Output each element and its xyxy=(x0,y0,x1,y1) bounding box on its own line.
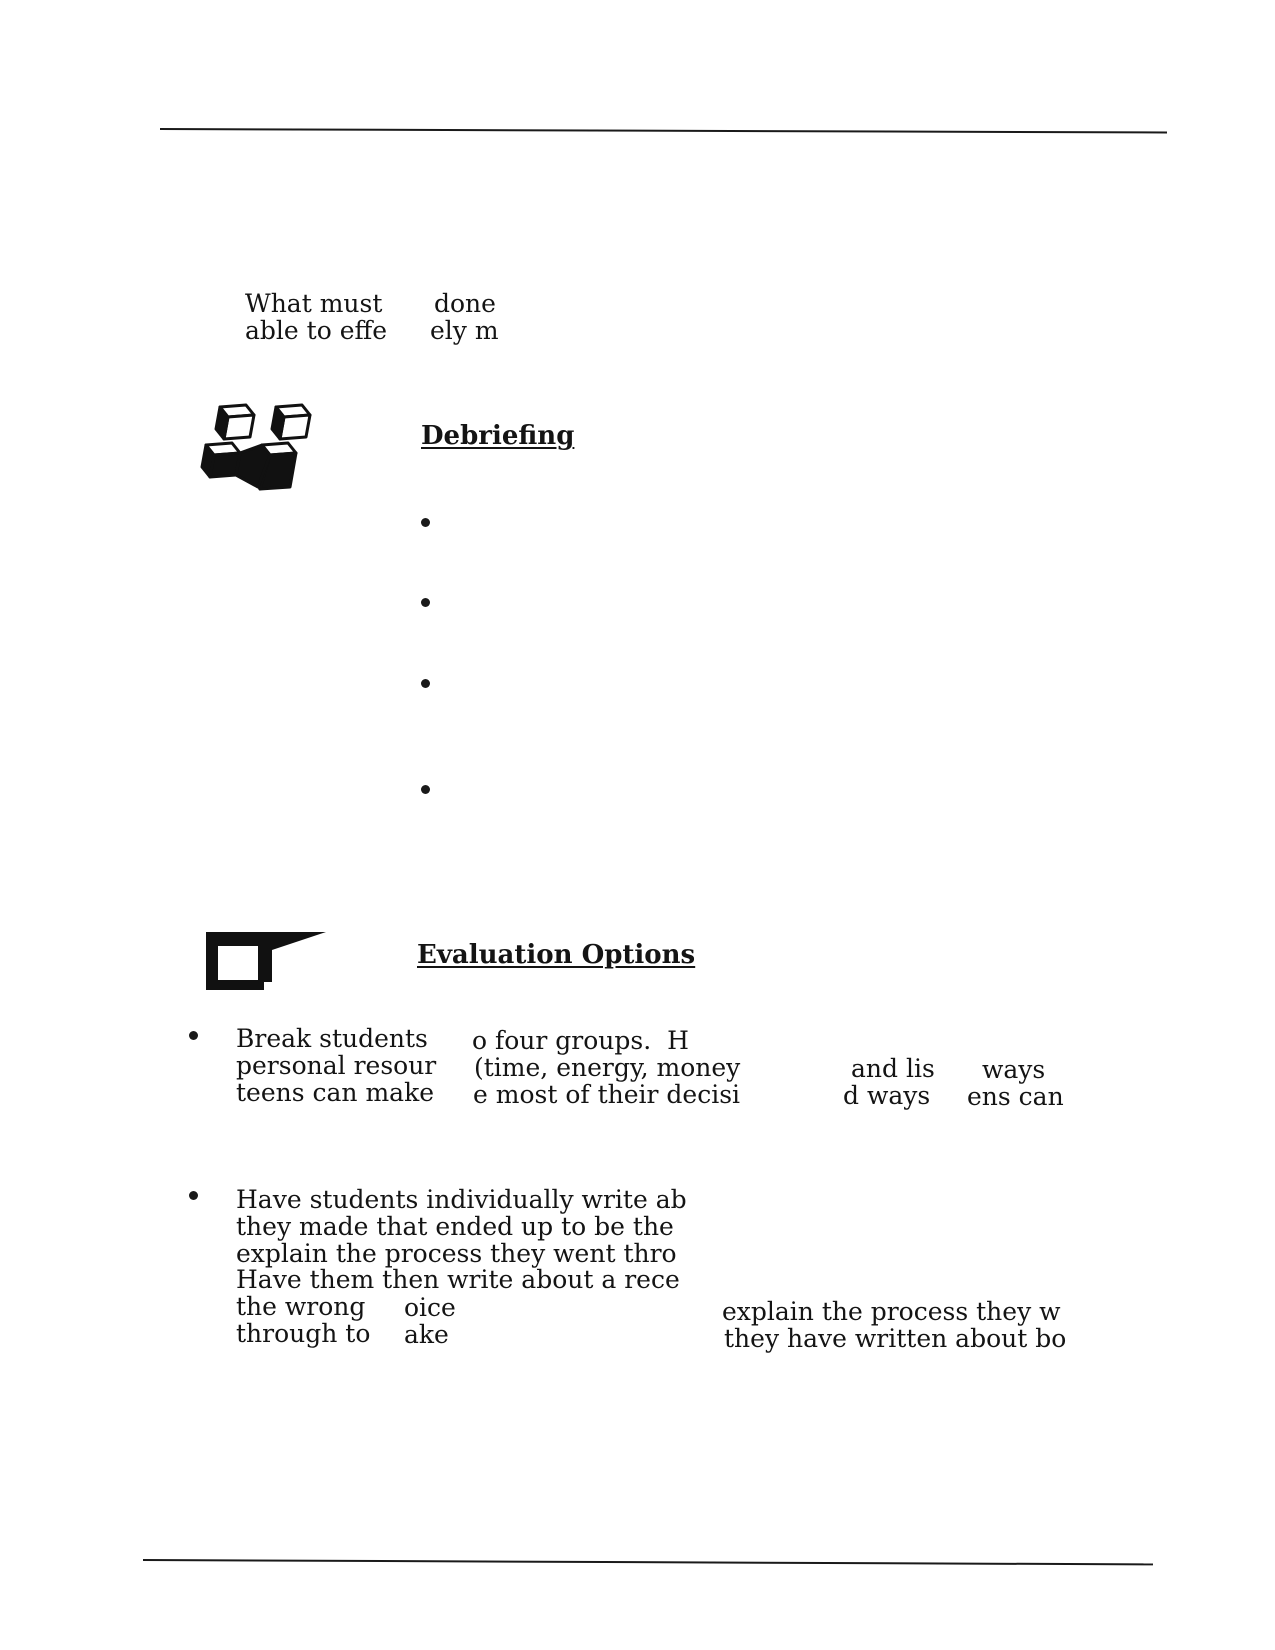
eval-item1-col1-line3: teens can make xyxy=(236,1078,435,1107)
debriefing-bullet-2 xyxy=(421,598,430,607)
eval-item1-col2-line3: e most of their decisi xyxy=(473,1080,741,1109)
eval-item1-col4-line2: ens can xyxy=(967,1082,1064,1111)
debriefing-bullet-3 xyxy=(421,679,430,688)
eval-item1-col2-line1: o four groups. H xyxy=(472,1026,689,1055)
intro-text-col2-line2: ely m xyxy=(430,316,499,345)
eval-item1-col2-line2: (time, energy, money xyxy=(474,1053,741,1082)
evaluation-heading: Evaluation Options xyxy=(417,940,696,970)
debriefing-bullet-1 xyxy=(421,518,430,527)
eval-item2-col1-line3: explain the process they went thro xyxy=(236,1239,677,1268)
evaluation-bullet-2 xyxy=(189,1191,198,1200)
debriefing-heading: Debriefing xyxy=(421,421,575,451)
eval-item1-col1-line2: personal resour xyxy=(236,1051,437,1080)
eval-item2-col2-line1: oice xyxy=(404,1293,456,1322)
eval-item2-col2-line2: ake xyxy=(404,1320,449,1349)
eval-item2-col1-line4: Have them then write about a rece xyxy=(236,1265,680,1294)
eval-item1-col4-line1: ways xyxy=(982,1055,1046,1084)
eval-item1-col3-line1: and lis xyxy=(851,1054,935,1083)
evaluation-bullet-1 xyxy=(189,1031,198,1040)
eval-item2-col1-line5: the wrong xyxy=(236,1292,366,1321)
intro-text-col1-line2: able to effe xyxy=(245,316,388,345)
eval-item1-col1-line1: Break students xyxy=(236,1024,428,1053)
eval-item2-col3-line2: they have written about bo xyxy=(724,1324,1067,1353)
debriefing-bullet-4 xyxy=(421,785,430,794)
intro-text-col2-line1: done xyxy=(434,289,496,318)
eval-item2-col1-line6: through to xyxy=(236,1319,371,1348)
eval-item2-col1-line1: Have students individually write ab xyxy=(236,1185,687,1214)
eval-item2-col3-line1: explain the process they w xyxy=(722,1297,1061,1326)
stacked-cubes-icon xyxy=(198,403,328,493)
bottom-rule xyxy=(143,1559,1153,1565)
eval-item2-col1-line2: they made that ended up to be the xyxy=(236,1212,674,1241)
intro-text-col1-line1: What must xyxy=(245,289,383,318)
top-rule xyxy=(160,128,1167,134)
monitor-shape-icon xyxy=(204,930,328,992)
eval-item1-col3-line2: d ways xyxy=(843,1081,931,1110)
